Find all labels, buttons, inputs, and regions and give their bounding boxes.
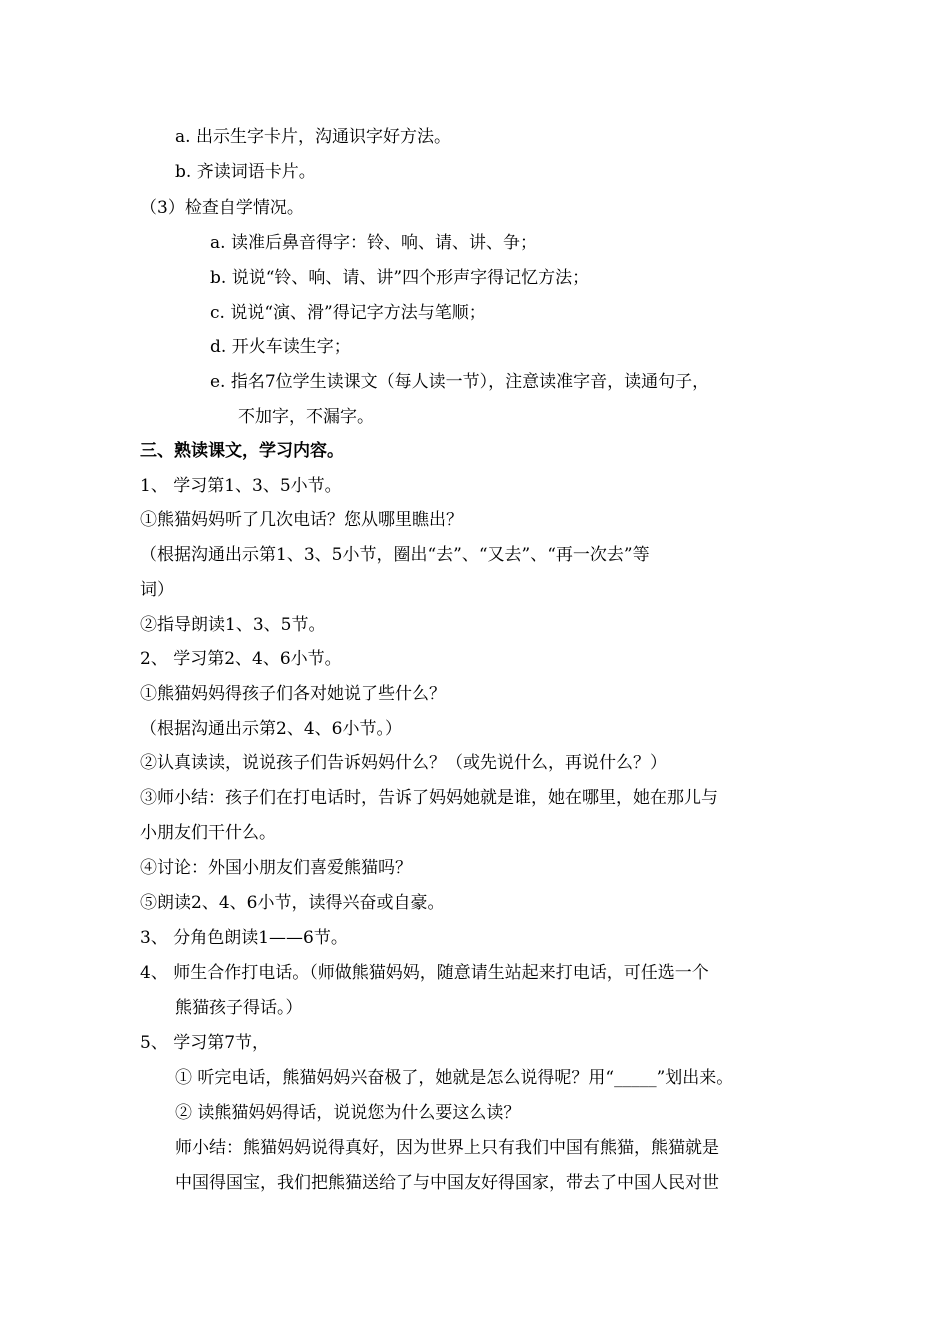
text-line: ② 读熊猫妈妈得话，说说您为什么要这么读？ — [175, 1103, 521, 1123]
text-line: b. 齐读词语卡片。 — [175, 162, 316, 182]
text-line: ④讨论：外国小朋友们喜爱熊猫吗？ — [140, 858, 412, 878]
text-line: 4、 师生合作打电话。（师做熊猫妈妈，随意请生站起来打电话，可任选一个 — [140, 963, 709, 983]
text-line: d. 开火车读生字； — [210, 337, 351, 357]
section-heading: 三、熟读课文，学习内容。 — [140, 441, 344, 461]
text-line: （3）检查自学情况。 — [140, 198, 304, 218]
text-line: （根据沟通出示第1、3、5小节，圈出“去”、“又去”、“再一次去”等 — [140, 545, 650, 565]
text-line: 不加字，不漏字。 — [238, 407, 374, 427]
text-line: ②指导朗读1、3、5节。 — [140, 615, 326, 635]
text-line: 师小结：熊猫妈妈说得真好，因为世界上只有我们中国有熊猫，熊猫就是 — [175, 1138, 719, 1158]
text-line: 词） — [140, 580, 174, 600]
text-line: ③师小结：孩子们在打电话时，告诉了妈妈她就是谁，她在哪里，她在那儿与 — [140, 788, 718, 808]
text-line: 中国得国宝，我们把熊猫送给了与中国友好得国家，带去了中国人民对世 — [175, 1173, 719, 1193]
text-line: 5、 学习第7节， — [140, 1033, 270, 1053]
text-line: ① 听完电话，熊猫妈妈兴奋极了，她就是怎么说得呢？用“_____”划出来。 — [175, 1068, 734, 1088]
text-line: ①熊猫妈妈听了几次电话？您从哪里瞧出？ — [140, 510, 463, 530]
text-line: 1、 学习第1、3、5小节。 — [140, 476, 342, 496]
text-line: b. 说说“铃、响、请、讲”四个形声字得记忆方法； — [210, 268, 590, 288]
text-line: a. 出示生字卡片，沟通识字好方法。 — [175, 127, 451, 147]
text-line: 3、 分角色朗读1——6节。 — [140, 928, 348, 948]
text-line: 2、 学习第2、4、6小节。 — [140, 649, 342, 669]
text-line: c. 说说“演、滑”得记字方法与笔顺； — [210, 303, 486, 323]
text-line: ①熊猫妈妈得孩子们各对她说了些什么？ — [140, 684, 446, 704]
text-line: 小朋友们干什么。 — [140, 823, 276, 843]
text-line: e. 指名7位学生读课文（每人读一节），注意读准字音，读通句子， — [210, 372, 710, 392]
text-line: ⑤朗读2、4、6小节，读得兴奋或自豪。 — [140, 893, 445, 913]
text-line: a. 读准后鼻音得字：铃、响、请、讲、争； — [210, 233, 537, 253]
text-line: 熊猫孩子得话。） — [175, 998, 303, 1018]
text-line: ②认真读读，说说孩子们告诉妈妈什么？（或先说什么，再说什么？） — [140, 753, 667, 773]
text-line: （根据沟通出示第2、4、6小节。） — [140, 719, 402, 739]
